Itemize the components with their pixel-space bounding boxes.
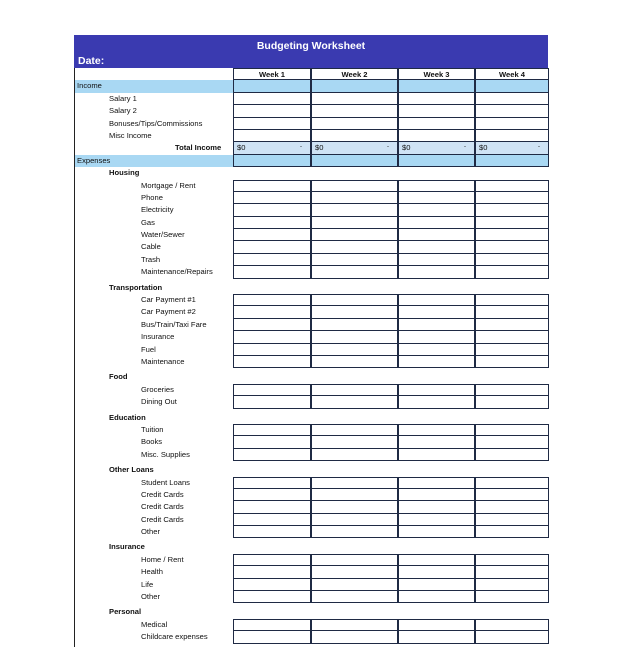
expense-cell-week-4[interactable]: [475, 344, 549, 356]
expense-group-1: [75, 282, 548, 294]
expense-cell-week-2[interactable]: [311, 331, 398, 343]
expense-row: [75, 514, 548, 526]
expense-row: [75, 591, 548, 603]
expense-row: [75, 204, 548, 216]
expense-cell-week-4[interactable]: [475, 424, 549, 436]
currency-value: $0: [237, 143, 246, 153]
expense-cell-week-2[interactable]: [311, 204, 398, 216]
expense-row: [75, 294, 548, 306]
expense-cell-week-3[interactable]: [398, 229, 475, 241]
income-header-cell-week-1: [233, 80, 311, 92]
expense-cell-week-3[interactable]: [398, 344, 475, 356]
expense-row-label: Credit Cards: [141, 489, 184, 499]
expense-cell-week-3[interactable]: [398, 619, 475, 631]
expense-row-label: Health: [141, 567, 163, 577]
dropdown-dot-icon: -: [300, 144, 302, 151]
expense-cell-week-2[interactable]: [311, 217, 398, 229]
income-cell-week-4[interactable]: [475, 118, 549, 130]
expense-row: [75, 254, 548, 266]
expense-row-label: Medical: [141, 619, 168, 629]
expense-row-label: Phone: [141, 192, 163, 202]
expense-cell-week-3[interactable]: [398, 241, 475, 253]
expense-row: [75, 449, 548, 461]
expense-cell-week-4[interactable]: [475, 514, 549, 526]
expense-row-label: Credit Cards: [141, 502, 184, 512]
expense-cell-week-1[interactable]: [233, 554, 311, 566]
income-header-cell-week-4: [475, 80, 549, 92]
dropdown-dot-icon: -: [538, 144, 540, 151]
expense-cell-week-2[interactable]: [311, 396, 398, 408]
expense-cell-week-4[interactable]: [475, 217, 549, 229]
expense-cell-week-3[interactable]: [398, 331, 475, 343]
expense-cell-week-4[interactable]: [475, 501, 549, 513]
expense-cell-week-2[interactable]: [311, 631, 398, 643]
income-cell-week-3[interactable]: [398, 93, 475, 105]
expense-row-label: Tuition: [141, 424, 164, 434]
expense-cell-week-1[interactable]: [233, 396, 311, 408]
expense-cell-week-3[interactable]: [398, 266, 475, 278]
expense-cell-week-4[interactable]: [475, 631, 549, 643]
expense-row: [75, 489, 548, 501]
week-4-header: Week 4: [475, 68, 549, 80]
expenses-section-header: [75, 155, 548, 167]
income-cell-week-4[interactable]: [475, 130, 549, 142]
income-row-label: Misc Income: [109, 130, 152, 140]
total-income-cell-week-3: [398, 142, 475, 154]
week-header-row: [75, 68, 548, 80]
income-cell-week-1[interactable]: [233, 93, 311, 105]
expense-cell-week-4[interactable]: [475, 436, 549, 448]
expense-cell-week-4[interactable]: [475, 319, 549, 331]
expense-cell-week-4[interactable]: [475, 566, 549, 578]
income-cell-week-3[interactable]: [398, 105, 475, 117]
expense-row: [75, 192, 548, 204]
expense-cell-week-4[interactable]: [475, 526, 549, 538]
worksheet-grid: [74, 68, 548, 647]
expense-row-label: Electricity: [141, 205, 174, 215]
expense-row-label: Fuel: [141, 344, 156, 354]
expense-cell-week-3[interactable]: [398, 591, 475, 603]
expense-cell-week-1[interactable]: [233, 180, 311, 192]
expense-row: [75, 217, 548, 229]
expense-cell-week-1[interactable]: [233, 306, 311, 318]
total-income-row-label: Total Income: [175, 143, 222, 153]
expense-cell-week-2[interactable]: [311, 526, 398, 538]
expense-cell-week-1[interactable]: [233, 591, 311, 603]
currency-value: $0: [479, 143, 488, 153]
expense-cell-week-4[interactable]: [475, 331, 549, 343]
expense-cell-week-4[interactable]: [475, 241, 549, 253]
expense-cell-week-1[interactable]: [233, 294, 311, 306]
expense-cell-week-2[interactable]: [311, 579, 398, 591]
expense-cell-week-4[interactable]: [475, 266, 549, 278]
expense-cell-week-1[interactable]: [233, 436, 311, 448]
income-row: [75, 118, 548, 130]
expense-cell-week-1[interactable]: [233, 631, 311, 643]
expense-row-label: Home / Rent: [141, 554, 184, 564]
expense-cell-week-2[interactable]: [311, 501, 398, 513]
income-cell-week-2[interactable]: [311, 118, 398, 130]
expense-row: [75, 344, 548, 356]
group-spacer: [75, 644, 548, 647]
expense-cell-week-4[interactable]: [475, 489, 549, 501]
expenses-header-cell-week-2: [311, 155, 398, 167]
expense-cell-week-1[interactable]: [233, 254, 311, 266]
expense-row-label: Misc. Supplies: [141, 449, 190, 459]
expense-cell-week-1[interactable]: [233, 477, 311, 489]
expense-cell-week-2[interactable]: [311, 591, 398, 603]
expenses-header-cell-week-1: [233, 155, 311, 167]
total-income-cell-week-4: [475, 142, 549, 154]
expense-cell-week-1[interactable]: [233, 344, 311, 356]
week-2-header: Week 2: [311, 68, 398, 80]
week-1-header: Week 1: [233, 68, 311, 80]
income-cell-week-4[interactable]: [475, 105, 549, 117]
expense-cell-week-3[interactable]: [398, 631, 475, 643]
expense-cell-week-4[interactable]: [475, 591, 549, 603]
expense-cell-week-2[interactable]: [311, 356, 398, 368]
expense-cell-week-3[interactable]: [398, 526, 475, 538]
expense-row: [75, 241, 548, 253]
expense-cell-week-3[interactable]: [398, 396, 475, 408]
expense-row: [75, 331, 548, 343]
expense-row-label: Other: [141, 592, 160, 602]
expense-cell-week-3[interactable]: [398, 217, 475, 229]
expense-row-label: Mortgage / Rent: [141, 180, 196, 190]
expense-cell-week-4[interactable]: [475, 477, 549, 489]
expense-cell-week-1[interactable]: [233, 204, 311, 216]
expense-cell-week-2[interactable]: [311, 424, 398, 436]
expense-group-3: [75, 412, 548, 424]
expense-cell-week-4[interactable]: [475, 396, 549, 408]
income-row-label: Salary 1: [109, 93, 137, 103]
income-header-cell-week-3: [398, 80, 475, 92]
income-cell-week-4[interactable]: [475, 93, 549, 105]
expense-cell-week-3[interactable]: [398, 204, 475, 216]
expense-cell-week-1[interactable]: [233, 489, 311, 501]
expense-cell-week-2[interactable]: [311, 192, 398, 204]
expense-cell-week-2[interactable]: [311, 319, 398, 331]
income-row: [75, 130, 548, 142]
expense-cell-week-1[interactable]: [233, 526, 311, 538]
expense-row: [75, 554, 548, 566]
expense-row-label: Trash: [141, 254, 161, 264]
income-cell-week-1[interactable]: [233, 118, 311, 130]
expense-group-3-label: Education: [109, 412, 146, 422]
expense-row-label: Student Loans: [141, 477, 190, 487]
expense-row: [75, 396, 548, 408]
expense-cell-week-3[interactable]: [398, 319, 475, 331]
income-cell-week-2[interactable]: [311, 93, 398, 105]
expense-group-2: [75, 371, 548, 383]
expense-cell-week-4[interactable]: [475, 294, 549, 306]
worksheet-banner: [74, 35, 548, 68]
expense-group-4-label: Other Loans: [109, 465, 154, 475]
expense-cell-week-4[interactable]: [475, 619, 549, 631]
expense-cell-week-1[interactable]: [233, 449, 311, 461]
expense-cell-week-3[interactable]: [398, 306, 475, 318]
expense-cell-week-3[interactable]: [398, 356, 475, 368]
expense-cell-week-3[interactable]: [398, 514, 475, 526]
expense-cell-week-4[interactable]: [475, 356, 549, 368]
expense-cell-week-4[interactable]: [475, 180, 549, 192]
expense-row: [75, 319, 548, 331]
expense-group-1-label: Transportation: [109, 282, 163, 292]
expense-row-label: Groceries: [141, 384, 174, 394]
expense-row-label: Insurance: [141, 332, 175, 342]
expense-cell-week-3[interactable]: [398, 554, 475, 566]
expense-group-4: [75, 464, 548, 476]
expense-row-label: Maintenance/Repairs: [141, 267, 213, 277]
expense-cell-week-2[interactable]: [311, 266, 398, 278]
expense-cell-week-2[interactable]: [311, 477, 398, 489]
budget-worksheet: [74, 35, 548, 647]
expense-cell-week-1[interactable]: [233, 384, 311, 396]
income-section-header: [75, 80, 548, 92]
expense-row: [75, 579, 548, 591]
expense-row-label: Water/Sewer: [141, 230, 185, 240]
expense-cell-week-2[interactable]: [311, 436, 398, 448]
expense-cell-week-1[interactable]: [233, 579, 311, 591]
expense-row: [75, 526, 548, 538]
expense-cell-week-2[interactable]: [311, 306, 398, 318]
expenses-header-cell-week-3: [398, 155, 475, 167]
expenses-section-header-label: Expenses: [77, 155, 111, 165]
expense-row-label: Gas: [141, 217, 155, 227]
income-section-header-label: Income: [77, 81, 102, 91]
expense-cell-week-2[interactable]: [311, 229, 398, 241]
expense-cell-week-2[interactable]: [311, 619, 398, 631]
expense-row-label: Books: [141, 437, 163, 447]
expense-cell-week-2[interactable]: [311, 344, 398, 356]
expense-row: [75, 356, 548, 368]
expense-cell-week-1[interactable]: [233, 566, 311, 578]
expense-group-6-label: Personal: [109, 607, 142, 617]
total-income-cell-week-2: [311, 142, 398, 154]
expense-row: [75, 477, 548, 489]
expense-group-6: [75, 606, 548, 618]
expense-cell-week-1[interactable]: [233, 192, 311, 204]
income-row: [75, 93, 548, 105]
income-cell-week-3[interactable]: [398, 118, 475, 130]
expense-row: [75, 566, 548, 578]
expense-cell-week-4[interactable]: [475, 306, 549, 318]
expense-row-label: Life: [141, 579, 154, 589]
income-row-label: Bonuses/Tips/Commissions: [109, 118, 203, 128]
expense-cell-week-4[interactable]: [475, 229, 549, 241]
dropdown-dot-icon: -: [464, 144, 466, 151]
expense-row-label: Childcare expenses: [141, 632, 208, 642]
expense-row: [75, 180, 548, 192]
expense-cell-week-4[interactable]: [475, 204, 549, 216]
expense-cell-week-4[interactable]: [475, 254, 549, 266]
expense-cell-week-1[interactable]: [233, 229, 311, 241]
expense-row-label: Dining Out: [141, 397, 177, 407]
date-label: Date:: [78, 55, 105, 67]
expense-cell-week-1[interactable]: [233, 424, 311, 436]
worksheet-title: Budgeting Worksheet: [256, 40, 366, 52]
expenses-header-cell-week-4: [475, 155, 549, 167]
expense-cell-week-2[interactable]: [311, 180, 398, 192]
expense-cell-week-4[interactable]: [475, 579, 549, 591]
expense-cell-week-2[interactable]: [311, 254, 398, 266]
dropdown-dot-icon: -: [387, 144, 389, 151]
expense-cell-week-1[interactable]: [233, 266, 311, 278]
expense-cell-week-1[interactable]: [233, 331, 311, 343]
expense-cell-week-3[interactable]: [398, 436, 475, 448]
income-row: [75, 105, 548, 117]
expense-row: [75, 501, 548, 513]
expense-row-label: Car Payment #2: [141, 307, 196, 317]
expense-group-2-label: Food: [109, 372, 128, 382]
expense-row: [75, 631, 548, 643]
expense-cell-week-3[interactable]: [398, 449, 475, 461]
expense-cell-week-3[interactable]: [398, 566, 475, 578]
expense-row-label: Bus/Train/Taxi Fare: [141, 319, 207, 329]
expense-cell-week-4[interactable]: [475, 192, 549, 204]
expense-cell-week-4[interactable]: [475, 384, 549, 396]
expense-row-label: Maintenance: [141, 356, 185, 366]
expense-cell-week-2[interactable]: [311, 294, 398, 306]
total-income-row: [75, 142, 548, 154]
expense-group-5: [75, 541, 548, 553]
expense-row: [75, 619, 548, 631]
currency-value: $0: [402, 143, 411, 153]
expense-cell-week-1[interactable]: [233, 514, 311, 526]
expense-row-label: Cable: [141, 242, 161, 252]
expense-cell-week-2[interactable]: [311, 241, 398, 253]
expense-group-0-label: Housing: [109, 168, 140, 178]
expense-cell-week-3[interactable]: [398, 180, 475, 192]
expense-cell-week-3[interactable]: [398, 501, 475, 513]
expense-row-label: Car Payment #1: [141, 295, 196, 305]
expense-row: [75, 384, 548, 396]
income-header-cell-week-2: [311, 80, 398, 92]
income-cell-week-1[interactable]: [233, 130, 311, 142]
income-cell-week-2[interactable]: [311, 105, 398, 117]
expense-row: [75, 229, 548, 241]
expense-cell-week-4[interactable]: [475, 554, 549, 566]
expense-cell-week-3[interactable]: [398, 579, 475, 591]
expense-cell-week-1[interactable]: [233, 241, 311, 253]
expense-group-0: [75, 167, 548, 179]
expense-row-label: Credit Cards: [141, 514, 184, 524]
expense-row: [75, 306, 548, 318]
income-cell-week-1[interactable]: [233, 105, 311, 117]
week-3-header: Week 3: [398, 68, 475, 80]
expense-cell-week-2[interactable]: [311, 489, 398, 501]
expense-cell-week-3[interactable]: [398, 254, 475, 266]
expense-cell-week-3[interactable]: [398, 294, 475, 306]
expense-cell-week-3[interactable]: [398, 384, 475, 396]
expense-cell-week-2[interactable]: [311, 566, 398, 578]
expense-cell-week-2[interactable]: [311, 514, 398, 526]
expense-cell-week-3[interactable]: [398, 489, 475, 501]
expense-row: [75, 436, 548, 448]
expense-cell-week-3[interactable]: [398, 192, 475, 204]
currency-value: $0: [315, 143, 324, 153]
income-cell-week-2[interactable]: [311, 130, 398, 142]
expense-cell-week-1[interactable]: [233, 619, 311, 631]
expense-cell-week-4[interactable]: [475, 449, 549, 461]
total-income-cell-week-1: [233, 142, 311, 154]
expense-cell-week-3[interactable]: [398, 477, 475, 489]
expense-cell-week-2[interactable]: [311, 554, 398, 566]
expense-row-label: Other: [141, 527, 160, 537]
expense-cell-week-3[interactable]: [398, 424, 475, 436]
expense-cell-week-1[interactable]: [233, 319, 311, 331]
expense-group-5-label: Insurance: [109, 542, 145, 552]
income-row-label: Salary 2: [109, 106, 137, 116]
expense-cell-week-1[interactable]: [233, 501, 311, 513]
expense-row: [75, 266, 548, 278]
expense-cell-week-1[interactable]: [233, 356, 311, 368]
expense-row: [75, 424, 548, 436]
income-cell-week-3[interactable]: [398, 130, 475, 142]
expense-cell-week-2[interactable]: [311, 449, 398, 461]
expense-cell-week-2[interactable]: [311, 384, 398, 396]
expense-cell-week-1[interactable]: [233, 217, 311, 229]
